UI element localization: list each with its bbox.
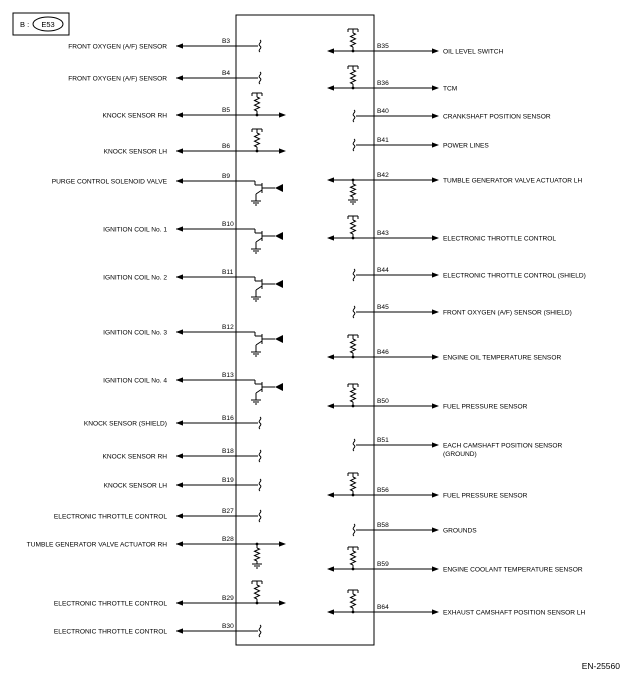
left-pin-label: KNOCK SENSOR LH — [103, 482, 167, 490]
right-pin-number: B51 — [377, 437, 389, 444]
left-pin-label: IGNITION COIL No. 3 — [103, 329, 167, 337]
left-pin-b13 — [103, 372, 283, 404]
left-pin-b9 — [52, 173, 283, 205]
right-pin-b45 — [353, 304, 572, 318]
left-pin-label: ELECTRONIC THROTTLE CONTROL — [53, 628, 167, 636]
left-pin-label: IGNITION COIL No. 1 — [103, 226, 167, 234]
left-pin-label: FRONT OXYGEN (A/F) SENSOR — [68, 43, 167, 51]
left-pin-b29 — [54, 581, 286, 608]
right-pin-number: B41 — [377, 137, 389, 144]
right-pin-b36 — [327, 66, 457, 93]
left-pin-label: KNOCK SENSOR LH — [103, 148, 167, 156]
right-pin-b43 — [327, 216, 556, 243]
left-pin-number: B4 — [222, 70, 231, 77]
left-pin-label: IGNITION COIL No. 4 — [103, 377, 167, 385]
left-pin-b12 — [103, 324, 283, 356]
left-pin-number: B12 — [222, 324, 234, 331]
right-pin-label: EACH CAMSHAFT POSITION SENSOR — [443, 442, 563, 450]
left-pin-number: B3 — [222, 38, 231, 45]
left-pin-b30 — [54, 623, 261, 637]
connector-code: E53 — [41, 20, 55, 29]
right-pin-label-line2: (GROUND) — [443, 451, 477, 458]
left-pin-number: B29 — [222, 595, 234, 602]
left-pin-label: IGNITION COIL No. 2 — [103, 274, 167, 282]
left-pin-b11 — [103, 269, 283, 301]
right-pin-b35 — [327, 29, 504, 56]
right-pin-b64 — [327, 590, 586, 617]
right-pin-number: B50 — [377, 398, 389, 405]
right-pin-number: B44 — [377, 267, 389, 274]
left-pin-label: ELECTRONIC THROTTLE CONTROL — [53, 600, 167, 608]
right-pin-b40 — [353, 108, 551, 122]
right-pin-label: ENGINE COOLANT TEMPERATURE SENSOR — [443, 566, 583, 574]
left-pin-number: B11 — [222, 269, 234, 276]
right-pin-label: TUMBLE GENERATOR VALVE ACTUATOR LH — [443, 177, 583, 185]
right-pin-b42 — [327, 172, 582, 204]
right-pin-label: ENGINE OIL TEMPERATURE SENSOR — [443, 354, 562, 362]
left-pin-b10 — [103, 221, 283, 253]
right-pin-label: FUEL PRESSURE SENSOR — [443, 492, 528, 500]
left-pin-label: PURGE CONTROL SOLENOID VALVE — [51, 178, 167, 186]
right-pin-number: B46 — [377, 349, 389, 356]
left-pin-label: KNOCK SENSOR RH — [102, 453, 167, 461]
left-pin-label: KNOCK SENSOR (SHIELD) — [83, 420, 167, 428]
right-pin-label: EXHAUST CAMSHAFT POSITION SENSOR LH — [443, 609, 586, 617]
left-pin-b4 — [68, 70, 261, 84]
right-pin-label: GROUNDS — [443, 527, 477, 535]
left-pin-b18 — [103, 448, 261, 462]
right-pin-number: B35 — [377, 43, 389, 50]
left-pin-number: B19 — [222, 477, 234, 484]
left-pin-label: TUMBLE GENERATOR VALVE ACTUATOR RH — [26, 541, 167, 549]
left-pin-number: B9 — [222, 173, 231, 180]
left-pin-label: KNOCK SENSOR RH — [102, 112, 167, 120]
left-pin-b27 — [54, 508, 261, 522]
right-pin-number: B43 — [377, 230, 389, 237]
left-pin-b19 — [104, 477, 261, 491]
right-pin-label: ELECTRONIC THROTTLE CONTROL — [443, 235, 557, 243]
right-pin-label: OIL LEVEL SWITCH — [443, 48, 504, 56]
pins-layer — [27, 29, 586, 637]
left-pin-number: B16 — [222, 415, 234, 422]
left-pin-number: B10 — [222, 221, 234, 228]
right-pin-b46 — [327, 335, 561, 362]
right-pin-number: B56 — [377, 487, 389, 494]
left-pin-b16 — [84, 415, 261, 429]
right-pin-b58 — [353, 522, 477, 536]
right-pin-b51 — [353, 437, 562, 458]
left-pin-number: B30 — [222, 623, 234, 630]
left-pin-label: FRONT OXYGEN (A/F) SENSOR — [68, 75, 167, 83]
figure-code: EN-25560 — [581, 661, 620, 671]
right-pin-label: ELECTRONIC THROTTLE CONTROL (SHIELD) — [443, 272, 586, 280]
right-pin-b59 — [327, 547, 583, 574]
right-pin-label: TCM — [443, 85, 458, 93]
right-pin-label: POWER LINES — [443, 142, 489, 150]
right-pin-b56 — [327, 473, 528, 500]
right-pin-b50 — [327, 384, 528, 411]
right-pin-number: B59 — [377, 561, 389, 568]
right-pin-number: B45 — [377, 304, 389, 311]
right-pin-label: CRANKSHAFT POSITION SENSOR — [443, 113, 551, 121]
right-pin-number: B40 — [377, 108, 389, 115]
left-pin-b28 — [27, 536, 286, 568]
left-pin-b6 — [104, 129, 286, 156]
left-pin-number: B28 — [222, 536, 234, 543]
left-pin-label: ELECTRONIC THROTTLE CONTROL — [53, 513, 167, 521]
right-pin-label: FUEL PRESSURE SENSOR — [443, 403, 528, 411]
left-pin-b5 — [103, 93, 286, 120]
connector-badge — [13, 13, 69, 35]
right-pin-number: B64 — [377, 604, 389, 611]
left-pin-number: B5 — [222, 107, 231, 114]
connector-prefix: B : — [20, 20, 30, 29]
right-pin-number: B42 — [377, 172, 389, 179]
left-pin-number: B6 — [222, 143, 231, 150]
right-pin-label: FRONT OXYGEN (A/F) SENSOR (SHIELD) — [443, 309, 572, 317]
left-pin-number: B18 — [222, 448, 234, 455]
right-pin-b44 — [353, 267, 586, 281]
left-pin-b3 — [68, 38, 261, 52]
right-pin-number: B58 — [377, 522, 389, 529]
left-pin-number: B27 — [222, 508, 234, 515]
right-pin-number: B36 — [377, 80, 389, 87]
left-pin-number: B13 — [222, 372, 234, 379]
